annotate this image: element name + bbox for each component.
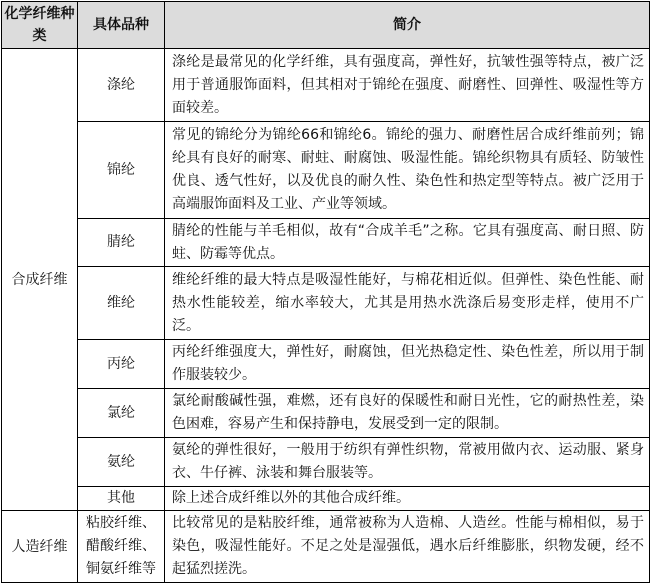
table-row — [2, 487, 650, 511]
table-row — [2, 340, 650, 389]
table-row — [2, 389, 650, 438]
category-artificial: 人造纤维 — [2, 511, 78, 583]
header-type: 具体品种 — [78, 2, 165, 49]
type-cell: 锦纶 — [78, 122, 165, 219]
desc-cell: 氨纶的弹性很好，一般用于纺织有弹性织物，常被用做内衣、运动服、紧身衣、牛仔裤、泳装和舞台服装等。 — [165, 438, 650, 487]
header-category: 化学纤维种类 — [2, 2, 78, 49]
type-cell: 腈纶 — [78, 219, 165, 267]
type-cell: 维纶 — [78, 267, 165, 340]
table-row — [2, 122, 650, 219]
header-desc: 简介 — [165, 2, 650, 49]
table-row — [2, 267, 650, 340]
table-row — [2, 49, 650, 122]
desc-cell: 腈纶的性能与羊毛相似，故有“合成羊毛”之称。它具有强度高、耐日照、防蛀、防霉等优点。 — [165, 219, 650, 267]
desc-cell: 维纶纤维的最大特点是吸湿性能好，与棉花相近似。但弹性、染色性能、耐热水性能较差，缩水率较大，尤其是用热水洗涤后易变形走样，使用不广泛。 — [165, 267, 650, 340]
fiber-table — [1, 1, 650, 583]
desc-cell: 涤纶是最常见的化学纤维，具有强度高，弹性好，抗皱性强等特点，被广泛用于普通服饰面料，但其相对于锦纶在强度、耐磨性、回弹性、吸湿性等方面较差。 — [165, 49, 650, 122]
type-cell: 粘胶纤维、醋酸纤维、铜氨纤维等 — [78, 511, 165, 583]
type-cell: 丙纶 — [78, 340, 165, 389]
table-row — [2, 511, 650, 583]
desc-cell: 除上述合成纤维以外的其他合成纤维。 — [165, 487, 650, 511]
desc-cell: 常见的锦纶分为锦纶66和锦纶6。锦纶的强力、耐磨性居合成纤维前列；锦纶具有良好的耐寒、耐蛀、耐腐蚀、吸湿性能。锦纶织物具有质轻、防皱性优良、透气性好，以及优良的耐久性、染色性和热定型等特点。被广泛用于高端服饰面料及工业、产业等领域。 — [165, 122, 650, 219]
table-row — [2, 219, 650, 267]
type-cell: 其他 — [78, 487, 165, 511]
header-row — [2, 2, 650, 49]
desc-cell: 丙纶纤维强度大，弹性好，耐腐蚀，但光热稳定性、染色性差，所以用于制作服装较少。 — [165, 340, 650, 389]
type-cell: 氨纶 — [78, 438, 165, 487]
table-row — [2, 438, 650, 487]
desc-cell: 比较常见的是粘胶纤维，通常被称为人造棉、人造丝。性能与棉相似，易于染色，吸湿性能好。不足之处是湿强低，遇水后纤维膨胀，织物发硬，经不起猛烈搓洗。 — [165, 511, 650, 583]
category-synthetic: 合成纤维 — [2, 49, 78, 511]
desc-cell: 氯纶耐酸碱性强，难燃，还有良好的保暖性和耐日光性，它的耐热性差，染色困难，容易产生和保持静电，发展受到一定的限制。 — [165, 389, 650, 438]
type-cell: 氯纶 — [78, 389, 165, 438]
type-cell: 涤纶 — [78, 49, 165, 122]
